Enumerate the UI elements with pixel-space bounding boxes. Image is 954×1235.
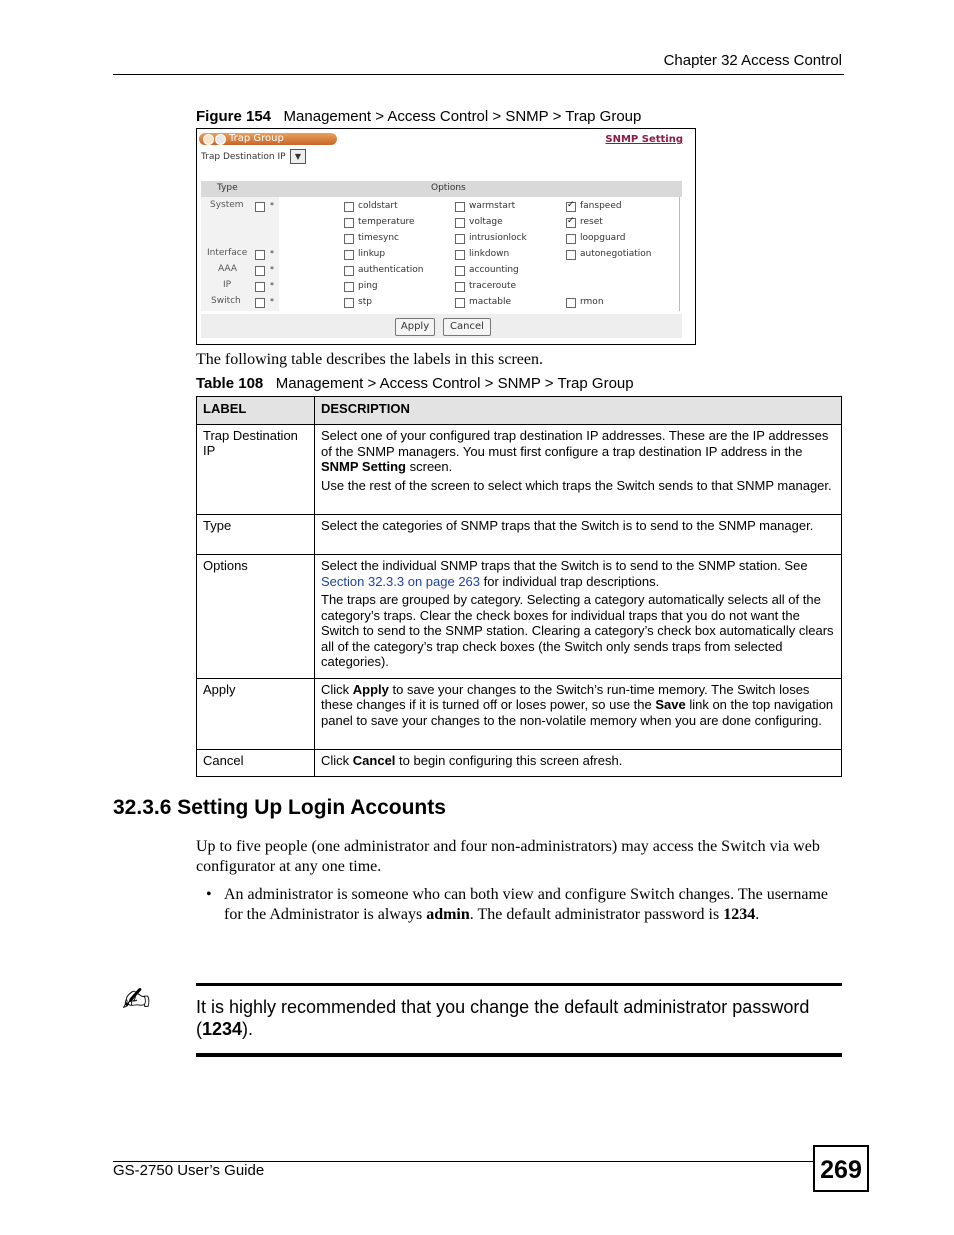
option-label: authentication (358, 265, 424, 275)
th-label: LABEL (197, 397, 315, 425)
type-checkbox-aaa[interactable] (255, 266, 265, 276)
desc-text: The traps are grouped by category. Selecting a category automatically selects all of the category’s traps. Clear the check boxes for individual traps that you do not want the Switch to send to the SNMP station. Clearing a category’s check box automatically clears all of the category’s trap check boxes (the Switch only sends traps from selected categories). (321, 592, 834, 669)
type-label: System (210, 200, 244, 210)
table-row (197, 678, 842, 749)
option-label: timesync (358, 233, 400, 243)
asterisk-icon: * (270, 249, 274, 258)
tab-bullet-icon (203, 134, 214, 145)
note-bold: 1234 (202, 1019, 243, 1039)
option-label: autonegotiation (580, 249, 652, 259)
table-row (197, 749, 842, 777)
option-label: fanspeed (580, 201, 622, 211)
option-checkbox-linkdown[interactable] (455, 250, 465, 260)
type-label: Switch (211, 296, 241, 306)
option-checkbox-temperature[interactable] (344, 218, 354, 228)
running-header: Chapter 32 Access Control (663, 52, 842, 69)
note-part: ). (242, 1019, 254, 1039)
row-description (315, 749, 842, 777)
option-label: traceroute (469, 281, 517, 291)
option-checkbox-coldstart[interactable] (344, 202, 354, 212)
table-title: Management > Access Control > SNMP > Trap Group (275, 375, 634, 392)
table-row (197, 555, 842, 679)
tab-bullet-icon (215, 134, 226, 145)
option-label: linkdown (469, 249, 510, 259)
asterisk-icon: * (270, 201, 274, 210)
figure-title: Management > Access Control > SNMP > Trap Group (283, 108, 642, 125)
desc-text: screen. (406, 459, 453, 474)
desc-text: link on the top navigation panel to save your changes to the non-volatile memory when you are done configuring. (321, 697, 834, 728)
option-checkbox-autonegotiation[interactable] (566, 250, 576, 260)
option-checkbox-accounting[interactable] (455, 266, 465, 276)
note-part: It is highly recommended that you change the default administrator password ( (196, 997, 810, 1039)
option-label: voltage (469, 217, 503, 227)
desc-bold: SNMP Setting (321, 459, 406, 474)
note-rule-top (196, 983, 842, 986)
option-label: ping (358, 281, 378, 291)
option-checkbox-fanspeed[interactable] (566, 202, 576, 212)
type-label: IP (223, 280, 232, 290)
type-checkbox-switch[interactable] (255, 298, 265, 308)
option-label: loopguard (580, 233, 626, 243)
figure-label: Figure 154 (196, 108, 272, 125)
row-description (315, 425, 842, 515)
button-bar (201, 314, 682, 338)
th-description: DESCRIPTION (315, 397, 842, 425)
row-label: Apply (197, 678, 315, 749)
table-label: Table 108 (196, 375, 264, 392)
desc-bold: Save (655, 697, 686, 712)
intro-text: The following table describes the labels in this screen. (196, 351, 544, 368)
trap-group-screenshot (196, 128, 696, 345)
bullet-part: An administrator is someone who can both view and configure Switch changes. The username for the Administrator is always (224, 886, 828, 923)
option-checkbox-timesync[interactable] (344, 234, 354, 244)
table-row (197, 425, 842, 515)
option-label: linkup (358, 249, 386, 259)
section-paragraph: Up to five people (one administrator and four non-administrators) may access the Switch via web configurator at any one time. (196, 838, 820, 875)
table-row (197, 515, 842, 555)
header-rule (113, 74, 844, 75)
note-rule-bottom (196, 1053, 842, 1057)
trap-destination-select[interactable] (290, 149, 306, 164)
desc-text: Use the rest of the screen to select which traps the Switch sends to that SNMP manager. (321, 477, 832, 493)
cancel-button[interactable]: Cancel (443, 318, 491, 336)
note-pencil-icon: ✍ (122, 980, 151, 1020)
option-checkbox-mactable[interactable] (455, 298, 465, 308)
desc-bold: Apply (352, 681, 389, 697)
option-checkbox-warmstart[interactable] (455, 202, 465, 212)
option-checkbox-reset[interactable] (566, 218, 576, 228)
type-checkbox-ip[interactable] (255, 282, 265, 292)
description-table (196, 396, 842, 777)
bullet-bold: admin (426, 906, 470, 923)
option-checkbox-stp[interactable] (344, 298, 354, 308)
section-heading: 32.3.6 Setting Up Login Accounts (113, 796, 446, 819)
trap-destination-label: Trap Destination IP (201, 152, 286, 162)
desc-text: Click (321, 681, 353, 697)
option-checkbox-authentication[interactable] (344, 266, 354, 276)
section-link[interactable]: Section 32.3.3 on page 263 (321, 573, 481, 589)
option-label: reset (580, 217, 603, 227)
desc-text: Select the individual SNMP traps that the Switch is to send to the SNMP station. See (321, 558, 808, 573)
tab-title: Trap Group (229, 133, 284, 144)
row-label: Type (197, 515, 315, 555)
bullet-part: . The default administrator password is (469, 906, 724, 923)
note-text (196, 996, 842, 1040)
row-label: Cancel (197, 749, 315, 777)
option-checkbox-rmon[interactable] (566, 298, 576, 308)
row-description (315, 515, 842, 555)
desc-text: Select one of your configured trap destination IP addresses. These are the IP addresses of the SNMP managers. You must first configure a trap destination IP address in the (321, 428, 829, 459)
bullet-bold: 1234 (723, 906, 756, 923)
snmp-setting-link[interactable]: SNMP Setting (605, 134, 683, 145)
option-checkbox-ping[interactable] (344, 282, 354, 292)
desc-bold: Cancel (352, 752, 396, 768)
option-checkbox-voltage[interactable] (455, 218, 465, 228)
bullet-text (224, 885, 834, 925)
asterisk-icon: * (270, 265, 274, 274)
bullet-part: . (755, 906, 760, 923)
desc-text: Select the categories of SNMP traps that the Switch is to send to the SNMP manager. (321, 518, 814, 533)
type-checkbox-system[interactable] (255, 202, 265, 212)
table-caption (196, 375, 634, 392)
chevron-down-icon: ▼ (294, 152, 302, 161)
option-label: accounting (469, 265, 519, 275)
table-header-row (197, 397, 842, 425)
trap-group-tab[interactable] (199, 133, 337, 145)
option-checkbox-linkup[interactable] (344, 250, 354, 260)
option-label: coldstart (358, 201, 398, 211)
footer-guide: GS-2750 User’s Guide (113, 1162, 265, 1179)
desc-text: Click (321, 752, 353, 768)
options-header (201, 181, 682, 197)
type-label: AAA (218, 264, 237, 274)
row-label: Options (197, 555, 315, 679)
desc-text: for individual trap descriptions. (480, 573, 660, 589)
row-description (315, 555, 842, 679)
option-label: mactable (469, 297, 512, 307)
page-number: 269 (813, 1145, 869, 1192)
bullet-icon: • (206, 886, 212, 903)
option-label: stp (358, 297, 372, 307)
option-checkbox-intrusionlock[interactable] (455, 234, 465, 244)
type-label: Interface (207, 248, 248, 258)
option-label: temperature (358, 217, 415, 227)
figure-caption (196, 108, 641, 125)
col-options: Options (431, 183, 466, 193)
asterisk-icon: * (270, 281, 274, 290)
option-checkbox-traceroute[interactable] (455, 282, 465, 292)
option-label: warmstart (469, 201, 516, 211)
option-checkbox-loopguard[interactable] (566, 234, 576, 244)
type-checkbox-interface[interactable] (255, 250, 265, 260)
row-label: Trap Destination IP (197, 425, 315, 515)
apply-button[interactable]: Apply (395, 318, 435, 336)
option-label: rmon (580, 297, 604, 307)
asterisk-icon: * (270, 297, 274, 306)
col-type: Type (217, 183, 238, 193)
desc-text: to save your changes to the Switch’s run-time memory. The Switch loses these changes if it is turned off or loses power, so use the (321, 681, 810, 712)
desc-text: to begin configuring this screen afresh. (395, 752, 623, 768)
option-label: intrusionlock (469, 233, 527, 243)
row-description (315, 678, 842, 749)
